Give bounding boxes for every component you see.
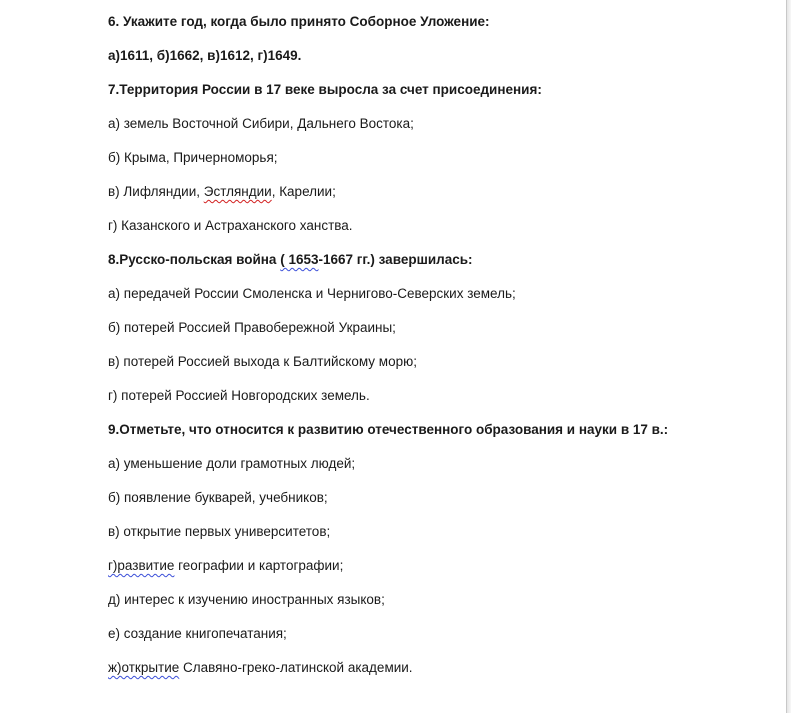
question-9: 9.Отметьте, что относится к развитию отечественного образования и науки в 17 в.: [108,422,669,437]
question-7-option-d: г) Казанского и Астраханского ханства. [108,218,353,233]
question-8-option-b: б) потерей Россией Правобережной Украины; [108,320,396,335]
question-9-option-f: е) создание книгопечатания; [108,626,287,641]
question-9-option-a: а) уменьшение доли грамотных людей; [108,456,356,471]
question-7: 7.Территория России в 17 веке выросла за счет присоединения: [108,82,542,97]
question-8-option-d: г) потерей Россией Новгородских земель. [108,388,370,403]
grammar-error-span: г)развитие [108,558,175,573]
grammar-error-span: ( 1653 [280,252,319,267]
option-c-prefix: в) Лифляндии, [108,184,204,199]
option-d-suffix: географии и картографии; [174,558,344,573]
page-edge-shadow [787,0,791,713]
question-8-prefix: 8.Русско-польская война [108,252,281,267]
question-8 [108,251,473,269]
grammar-error-span: ж)открытие [108,660,180,675]
question-7-option-a: а) земель Восточной Сибири, Дальнего Востока; [108,116,414,131]
question-8-option-c: в) потерей Россией выхода к Балтийскому морю; [108,354,417,369]
question-6: 6. Укажите год, когда было принято Соборное Уложение: [108,14,490,29]
question-9-option-b: б) появление букварей, учебников; [108,490,328,505]
question-6-answers: а)1611, б)1662, в)1612, г)1649. [108,48,302,63]
option-c-suffix: , Карелии; [271,184,336,199]
question-9-option-d [108,557,343,575]
spelling-error-word: Эстляндии [203,184,272,199]
question-8-option-a: а) передачей России Смоленска и Чернигово-Северских земель; [108,286,516,301]
question-9-option-e: д) интерес к изучению иностранных языков; [108,592,385,607]
question-7-option-b: б) Крыма, Причерноморья; [108,150,278,165]
question-9-option-c: в) открытие первых университетов; [108,524,331,539]
question-9-option-g [108,659,413,677]
question-7-option-c [108,183,336,201]
question-8-suffix: -1667 гг.) завершилась: [318,252,473,267]
option-g-suffix: Славяно-греко-латинской академии. [179,660,413,675]
